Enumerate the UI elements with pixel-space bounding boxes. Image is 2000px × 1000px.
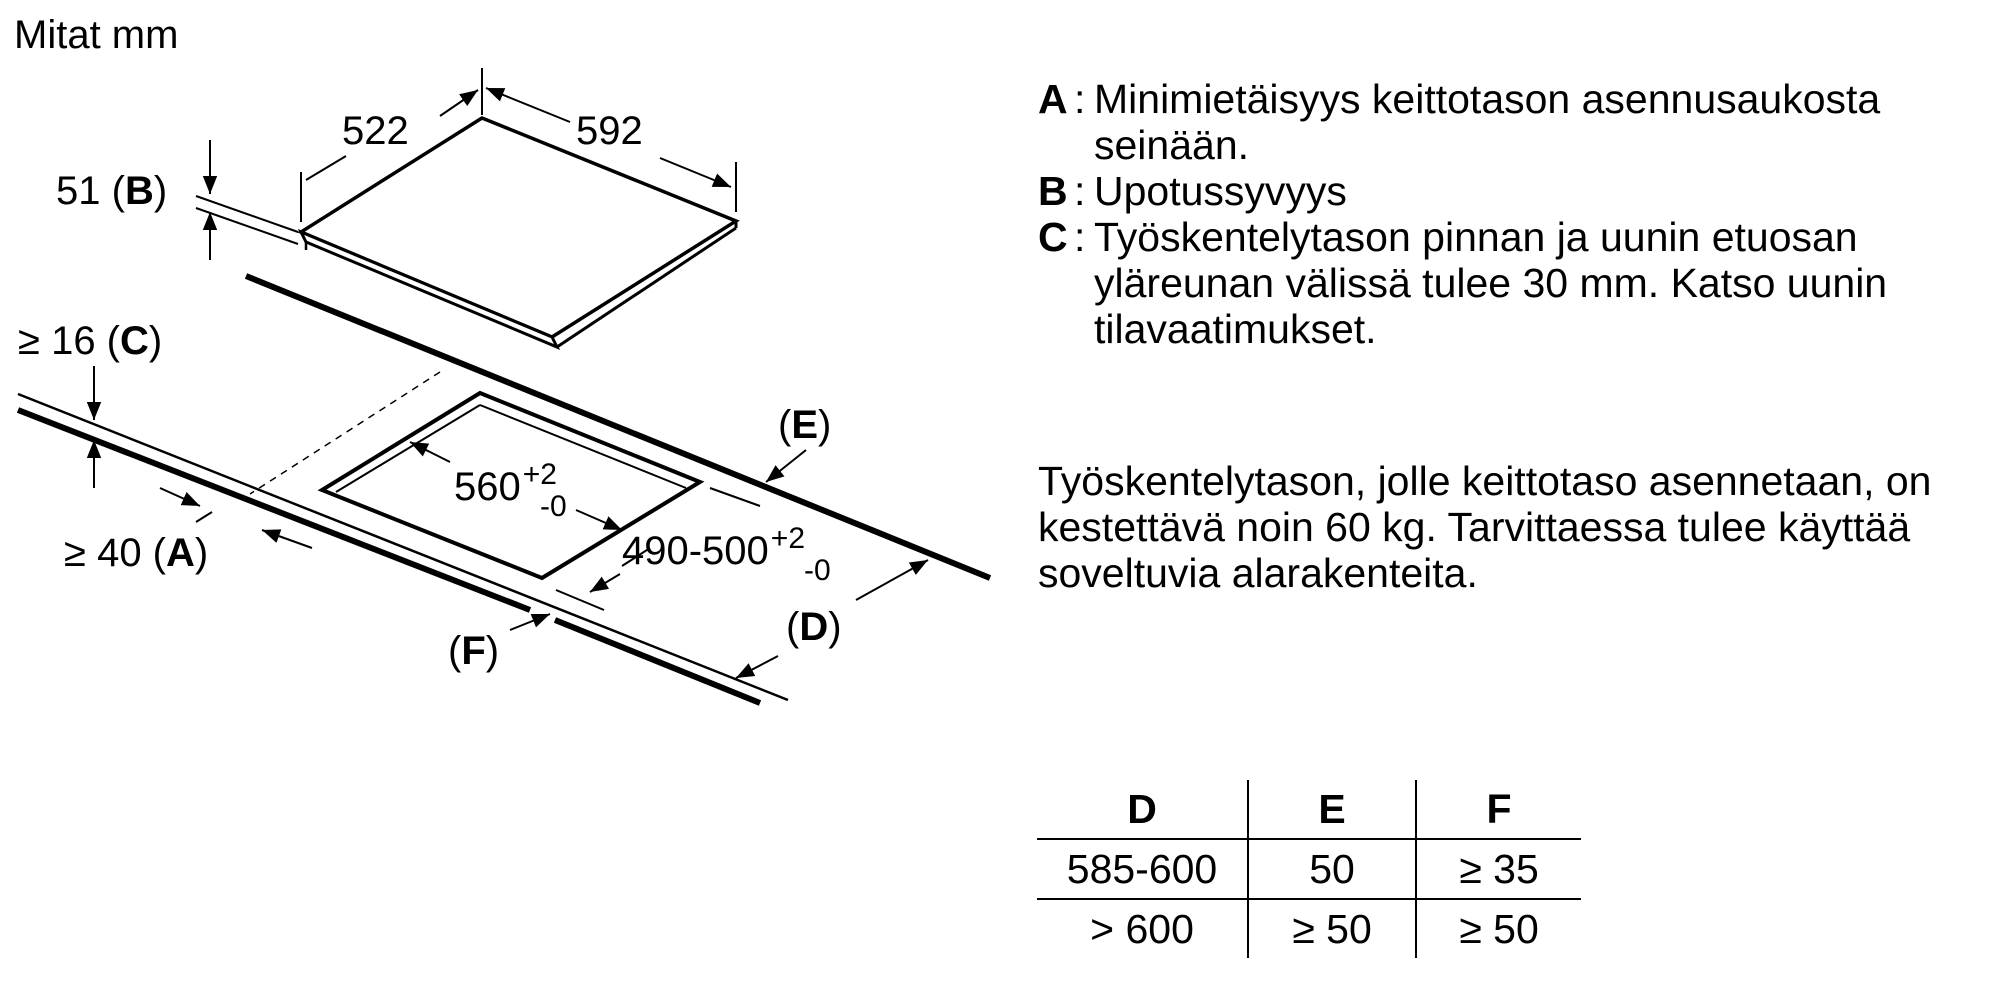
c-dimension-label: ≥ 16 (C) <box>18 319 163 363</box>
e-dimension-label: (E) <box>778 403 832 447</box>
dimension-table <box>1037 780 1581 958</box>
table-cell: ≥ 35 <box>1416 839 1581 899</box>
load-note: Työskentelytason, jolle keittotaso asennetaan, on kestettävä noin 60 kg. Tarvittaessa tulee käyttää soveltuvia alarakenteita. <box>1038 458 1932 596</box>
table-header: F <box>1416 780 1581 839</box>
legend-key: A <box>1038 76 1068 122</box>
legend-key: B <box>1038 168 1068 214</box>
installation-diagram <box>0 0 1000 720</box>
f-dimension-label: (F) <box>448 629 500 673</box>
b-dimension-label: 51 (B) <box>56 169 168 213</box>
a-dimension-label: ≥ 40 (A) <box>64 531 209 575</box>
table-cell: 50 <box>1248 839 1416 899</box>
legend-key: C <box>1038 214 1068 260</box>
table-cell: ≥ 50 <box>1248 899 1416 958</box>
f-dimension-lines <box>510 614 550 630</box>
legend-text: Minimietäisyys keittotason asennusaukosta seinään. <box>1094 76 1881 168</box>
table-cell: 585-600 <box>1037 839 1248 899</box>
legend <box>1038 76 2000 352</box>
legend-colon: : <box>1074 76 1086 122</box>
cutout-width-label: $560^{+2}$ -0 <box>454 458 567 523</box>
b-dimension-lines <box>196 140 298 260</box>
table-cell: ≥ 50 <box>1416 899 1581 958</box>
table-header-row <box>1037 780 1581 839</box>
cooktop-width-label: 522 <box>342 109 409 153</box>
table-row <box>1037 899 1581 958</box>
cooktop-depth-label: 592 <box>576 109 643 153</box>
legend-item-b <box>1038 168 2000 214</box>
legend-colon: : <box>1074 168 1086 214</box>
legend-colon: : <box>1074 214 1086 260</box>
table-cell: > 600 <box>1037 899 1248 958</box>
legend-item-c <box>1038 214 2000 352</box>
legend-text: Työskentelytason pinnan ja uunin etuosan yläreunan välissä tulee 30 mm. Katso uunin tilavaatimukset. <box>1094 214 1888 352</box>
dimensions-title: Mitat mm <box>14 13 179 57</box>
e-dimension-lines <box>766 450 806 482</box>
cutout-depth-label: $490-500^{+2}$ -0 <box>622 522 831 587</box>
table-row <box>1037 839 1581 899</box>
legend-text: Upotussyvyys <box>1094 168 1347 214</box>
table-header: D <box>1127 785 1157 832</box>
legend-item-a <box>1038 76 2000 168</box>
d-dimension-label: (D) <box>786 605 842 649</box>
table-header: E <box>1248 780 1416 839</box>
